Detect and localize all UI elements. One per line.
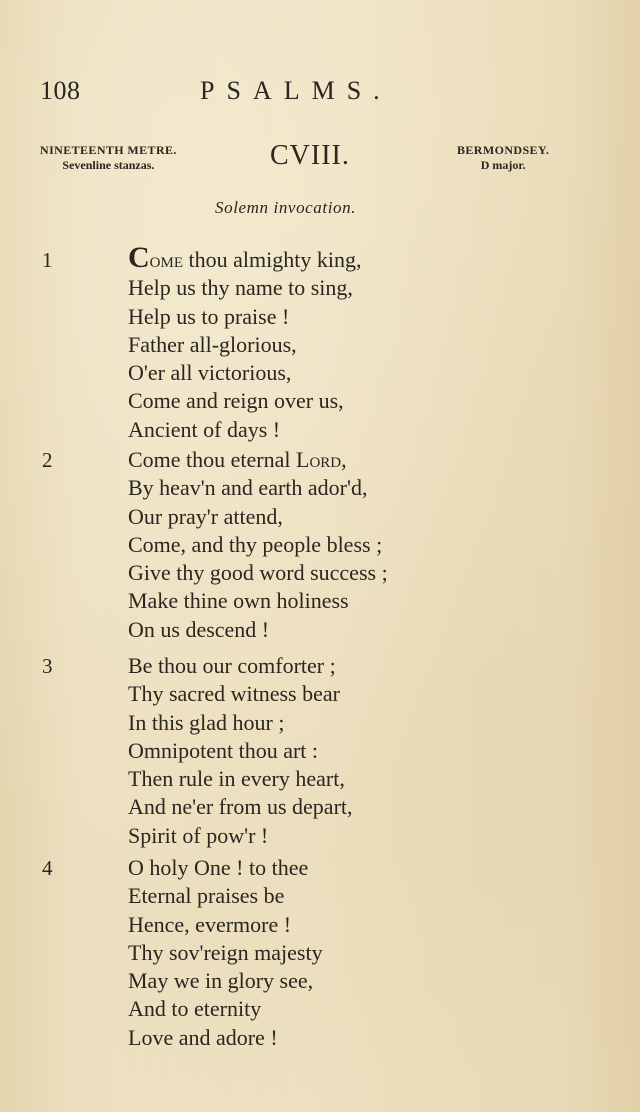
verse-line: Help us to praise ! xyxy=(128,303,290,329)
verse-line: Spirit of pow'r ! xyxy=(128,822,269,848)
verse-line: And ne'er from us depart, xyxy=(128,794,353,820)
stanza-label: Sevenline stanzas. xyxy=(62,158,155,172)
verse-number: 4 xyxy=(42,856,53,880)
verse-1 xyxy=(0,241,640,446)
verse-line: In this glad hour ; xyxy=(128,709,285,735)
small-caps-text: ord xyxy=(309,447,342,472)
verse-line: Father all-glorious, xyxy=(128,331,297,357)
verse-line: Come and reign over us, xyxy=(128,388,344,414)
verse-line: Hence, evermore ! xyxy=(128,911,292,937)
psalm-number: CVIII. xyxy=(270,140,350,171)
tune-info xyxy=(457,143,549,173)
metre-info xyxy=(40,143,177,173)
page-number: 108 xyxy=(40,76,81,105)
verse-line: Our pray'r attend, xyxy=(128,503,283,529)
verse-line: May we in glory see, xyxy=(128,968,314,994)
line-text: Come thou eternal xyxy=(128,447,297,472)
verse-number: 2 xyxy=(42,448,53,472)
verse-lines xyxy=(128,446,640,644)
running-head: PSALMS. xyxy=(200,76,392,105)
verse-line: Thy sov'reign majesty xyxy=(128,939,323,965)
verse-number: 1 xyxy=(42,248,53,272)
line-text: , xyxy=(341,447,347,472)
verse-line: By heav'n and earth ador'd, xyxy=(128,475,368,501)
tune-key: D major. xyxy=(480,158,526,172)
verse-line: O'er all victorious, xyxy=(128,360,292,386)
verses xyxy=(0,241,640,1052)
verse-line: Love and adore ! xyxy=(128,1024,278,1050)
verse-line: O holy One ! to thee xyxy=(128,855,309,880)
verse-lines xyxy=(128,241,640,444)
verse-line: Eternal praises be xyxy=(128,883,285,909)
verse-line: Then rule in every heart, xyxy=(128,766,345,792)
verse-line: On us descend ! xyxy=(128,616,270,642)
tune-name: BERMONDSEY. xyxy=(457,143,550,157)
line-text: thou almighty king, xyxy=(183,247,362,272)
verse-lines xyxy=(128,854,640,1052)
verse-number: 3 xyxy=(42,654,53,678)
verse-line: And to eternity xyxy=(128,996,262,1022)
verse-3 xyxy=(0,652,640,854)
drop-cap: C xyxy=(128,241,150,274)
verse-4 xyxy=(0,854,640,1052)
verse-line xyxy=(128,241,640,274)
verse-line: Help us thy name to sing, xyxy=(128,275,353,301)
verse-line: Thy sacred witness bear xyxy=(128,681,340,707)
verse-2 xyxy=(0,446,640,652)
verse-line: Omnipotent thou art : xyxy=(128,737,319,763)
small-caps-text: ome xyxy=(149,247,184,272)
capital-letter: L xyxy=(296,447,310,472)
verse-line xyxy=(128,446,640,474)
verse-line: Ancient of days ! xyxy=(128,416,281,442)
verse-line: Be thou our comforter ; xyxy=(128,653,336,678)
verse-lines xyxy=(128,652,640,850)
psalm-subtitle: Solemn invocation. xyxy=(215,198,357,217)
verse-line: Come, and thy people bless ; xyxy=(128,531,383,557)
verse-line: Make thine own holiness xyxy=(128,588,349,614)
metre-label: NINETEENTH METRE. xyxy=(40,143,177,157)
verse-line: Give thy good word success ; xyxy=(128,560,388,586)
